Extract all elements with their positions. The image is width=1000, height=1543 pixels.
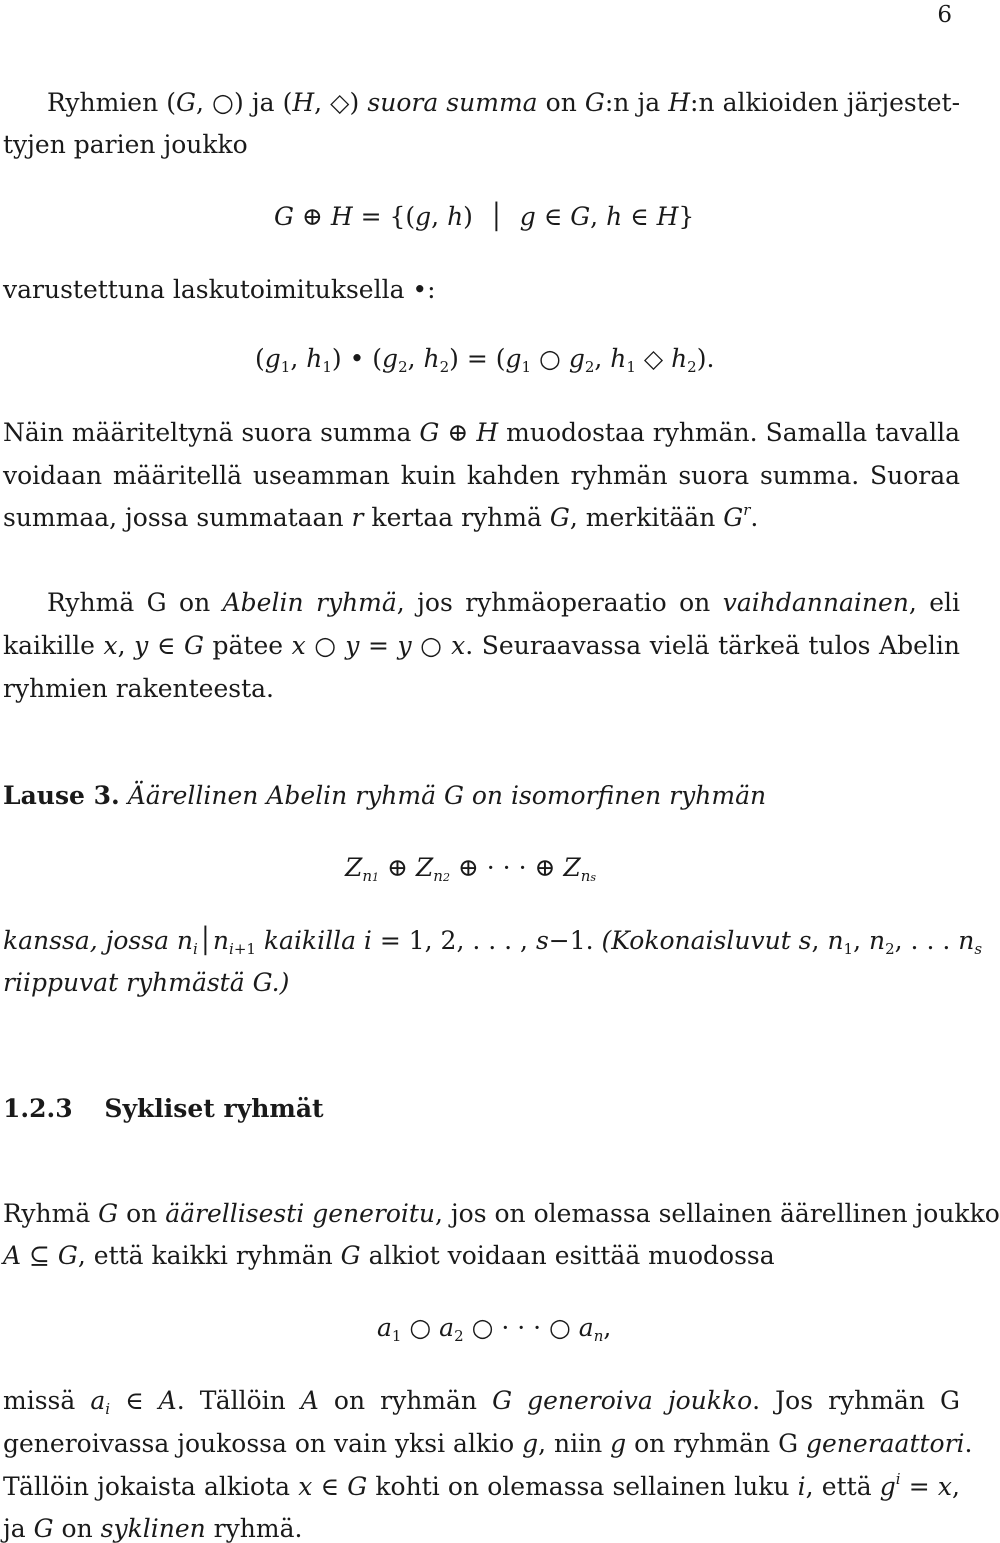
para6-line2: generoivassa joukossa on vain yksi alkio g, niin g on ryhmän G generaattori. [3,1429,973,1458]
para4-line3: ryhmien rakenteesta. [3,674,274,703]
page-number: 6 [937,2,952,28]
para5-line1: Ryhmä G on äärellisesti generoitu, jos on olemassa sellainen äärellinen joukko [3,1199,1000,1228]
theorem-line2: kanssa, jossa $n_i│n_{i+1}$ kaikilla i = 1, 2, . . . , s−1. (Kokonaisluvut s, $n_1$, $n_2$, . . . $n_s$ [3,926,983,958]
equation-direct-sum-set: G ⊕ H = {(g, h) │ g ∈ G, h ∈ H} [274,202,695,231]
para5-line2: A ⊆ G, että kaikki ryhmän G alkiot voidaan esittää muodossa [3,1241,775,1270]
theorem-label: Lause 3. [3,781,120,810]
para3-line3: summaa, jossa summataan r kertaa ryhmä G, merkitään $G^r$. [3,501,759,532]
section-title: Sykliset ryhmät [104,1094,324,1123]
para4-line2: kaikille x, y ∈ G pätee x ○ y = y ○ x. Seuraavassa vielä tärkeä tulos Abelin [3,631,960,660]
para4-line1: Ryhmä G on Abelin ryhmä, jos ryhmäoperaatio on vaihdannainen, eli [47,588,960,617]
section-number: 1.2.3 [3,1094,73,1123]
theorem-line3: riippuvat ryhmästä G.) [3,968,290,997]
theorem-statement: Äärellinen Abelin ryhmä G on isomorfinen ryhmän [127,781,767,810]
equation-cyclic-sum: $Z_{n1}$ ⊕ $Z_{n2}$ ⊕ · · · ⊕ $Z_{ns}$ [345,853,597,885]
para1-line2: tyjen parien joukko [3,130,248,159]
para3-line1: Näin määriteltynä suora summa G ⊕ H muodostaa ryhmän. Samalla tavalla [3,418,960,447]
equation-operation: ($g_1$, $h_1$) • ($g_2$, $h_2) = (g_1$ ○ $g_2$, $h_1$ ◇ $h_2$). [255,344,715,376]
para2: varustettuna laskutoimituksella •: [3,275,436,304]
para6-line3: Tällöin jokaista alkiota x ∈ G kohti on olemassa sellainen luku i, että $g^i = x$, [3,1470,960,1501]
equation-product: $a_1$ ○ $a_2$ ○ · · · ○ $a_n$, [377,1313,612,1345]
para3-line2: voidaan määritellä useamman kuin kahden ryhmän suora summa. Suoraa [3,461,960,490]
para6-line1: missä $a_i$ ∈ A. Tällöin A on ryhmän G generoiva joukko. Jos ryhmän G [3,1386,961,1418]
para1-line1: Ryhmien (G, ○) ja (H, ◇) suora summa on G:n ja H:n alkioiden järjestet- [47,88,961,117]
para6-line4: ja G on syklinen ryhmä. [3,1514,303,1543]
section-heading [3,1096,960,1121]
theorem-line1 [3,783,960,808]
